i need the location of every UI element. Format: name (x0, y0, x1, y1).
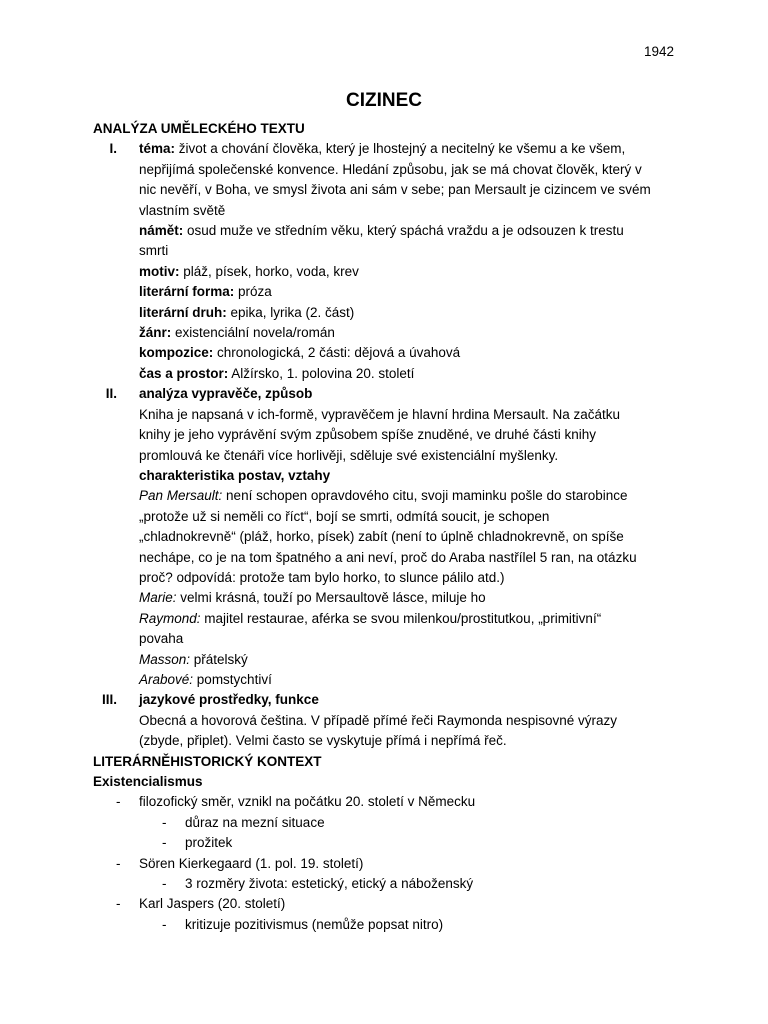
list-item (93, 792, 683, 812)
cas-label: čas a prostor: (139, 365, 229, 381)
namet-line (139, 221, 683, 241)
list-item-text: 3 rozměry života: estetický, etický a náboženský (185, 876, 474, 892)
raymond-line (139, 609, 683, 629)
tema-line (139, 139, 683, 159)
zanr-text: existenciální novela/román (171, 325, 335, 341)
raymond-text-2: povaha (139, 631, 184, 647)
raymond-text: majitel restaurae, aférka se svou milenkou/prostitutkou, „primitivní“ (200, 610, 602, 626)
dash-bullet: - (116, 794, 121, 810)
motiv-label: motiv: (139, 263, 180, 279)
section-number: I. (109, 141, 117, 157)
marie-line (139, 588, 683, 608)
context-heading: LITERÁRNĚHISTORICKÝ KONTEXT (93, 753, 322, 769)
section-number: III. (101, 692, 117, 708)
list-item (93, 833, 683, 853)
list-item (93, 854, 683, 874)
dash-bullet: - (162, 876, 167, 892)
arabove-text: pomstychtiví (193, 671, 272, 687)
marie-text: velmi krásná, touží po Mersaultově lásce, miluje ho (176, 590, 486, 606)
forma-line (139, 282, 683, 302)
namet-text: osud muže ve středním věku, který spáchá vraždu a je odsouzen k trestu (183, 223, 624, 239)
dash-bullet: - (162, 835, 167, 851)
kompozice-text: chronologická, 2 části: dějová a úvahová (213, 345, 461, 361)
list-item (93, 894, 683, 914)
cas-text: Alžírsko, 1. polovina 20. století (228, 365, 415, 381)
masson-label: Masson: (139, 651, 191, 667)
section-number: II. (105, 386, 117, 402)
section-2 (93, 384, 683, 690)
kompozice-line (139, 343, 683, 363)
document-body (93, 119, 683, 935)
list-item-text: Sören Kierkegaard (1. pol. 19. století) (139, 855, 364, 871)
mersault-text: není schopen opravdového citu, svoji maminku pošle do starobince (222, 488, 628, 504)
list-item (93, 915, 683, 935)
motiv-line (139, 262, 683, 282)
narrator-text-3: promlouvá ke čtenáři více horlivěji, sděluje své existenciální myšlenky. (139, 447, 559, 463)
tema-text: život a chování člověka, který je lhostejný a necitelný ke všemu a ke všem, (175, 141, 626, 157)
mersault-line (139, 486, 683, 506)
dash-bullet: - (116, 855, 121, 871)
namet-text-2: smrti (139, 243, 169, 259)
mersault-text-4: nechápe, co je na tom špatného a ani neví, proč do Araba nastřílel 5 ran, na otázku (139, 549, 637, 565)
section-3 (93, 690, 683, 751)
druh-label: literární druh: (139, 304, 227, 320)
analysis-heading: ANALÝZA UMĚLECKÉHO TEXTU (93, 121, 305, 136)
tema-text-3: nic nevěří, v Boha, ve smysl života ani sám v sebe; pan Mersault je cizincem ve svém (139, 182, 651, 198)
forma-label: literární forma: (139, 284, 235, 300)
dash-bullet: - (116, 896, 121, 912)
section-1 (93, 139, 683, 384)
mersault-text-3: „chladnokrevně“ (pláž, horko, písek) zabít (není to úplně chladnokrevně, on spíše (139, 529, 624, 545)
namet-label: námět: (139, 223, 184, 239)
marie-label: Marie: (139, 590, 177, 606)
list-item-text: filozofický směr, vznikl na počátku 20. století v Německu (139, 794, 476, 810)
list-item-text: kritizuje pozitivismus (nemůže popsat nitro) (185, 916, 444, 932)
mersault-label: Pan Mersault: (139, 488, 223, 504)
zanr-label: žánr: (139, 325, 172, 341)
raymond-label: Raymond: (139, 610, 201, 626)
zanr-line (139, 323, 683, 343)
list-item (93, 874, 683, 894)
cas-line (139, 364, 683, 384)
narrator-text-1: Kniha je napsaná v ich-formě, vypravěčem je hlavní hrdina Mersault. Na začátku (139, 406, 620, 422)
language-text-2: (zbyde, připlet). Velmi často se vyskytuje přímá i nepřímá řeč. (139, 733, 507, 749)
arabove-label: Arabové: (139, 671, 194, 687)
druh-line (139, 303, 683, 323)
list-item-text: Karl Jaspers (20. století) (139, 896, 286, 912)
existencialismus-heading: Existencialismus (93, 774, 203, 789)
arabove-line (139, 670, 683, 690)
dash-bullet: - (162, 814, 167, 830)
kompozice-label: kompozice: (139, 345, 214, 361)
masson-line (139, 650, 683, 670)
section-2-heading: analýza vypravěče, způsob (139, 386, 313, 402)
dash-bullet: - (162, 916, 167, 932)
characters-heading: charakteristika postav, vztahy (139, 467, 331, 483)
forma-text: próza (234, 284, 272, 300)
mersault-text-2: „protože už si neměli co říct“, bojí se smrti, odmítá soucit, je schopen (139, 508, 550, 524)
section-3-heading: jazykové prostředky, funkce (139, 692, 319, 708)
masson-text: přátelský (190, 651, 248, 667)
tema-text-4: vlastním světě (139, 202, 226, 218)
list-item-text: důraz na mezní situace (185, 814, 325, 830)
year-label: 1942 (643, 44, 674, 59)
list-item-text: prožitek (185, 835, 233, 851)
tema-label: téma: (139, 141, 176, 157)
motiv-text: pláž, písek, horko, voda, krev (179, 263, 359, 279)
document-title: CIZINEC (346, 90, 422, 111)
mersault-text-5: proč? odpovídá: protože tam bylo horko, to slunce pálilo atd.) (139, 569, 505, 585)
list-item (93, 813, 683, 833)
language-text-1: Obecná a hovorová čeština. V případě přímé řeči Raymonda nespisovné výrazy (139, 712, 617, 728)
druh-text: epika, lyrika (2. část) (226, 304, 355, 320)
tema-text-2: nepřijímá společenské konvence. Hledání způsobu, jak se má chovat člověk, který v (139, 161, 642, 177)
narrator-text-2: knihy je jeho vyprávění svým způsobem spíše znuděné, ve druhé části knihy (139, 427, 596, 443)
